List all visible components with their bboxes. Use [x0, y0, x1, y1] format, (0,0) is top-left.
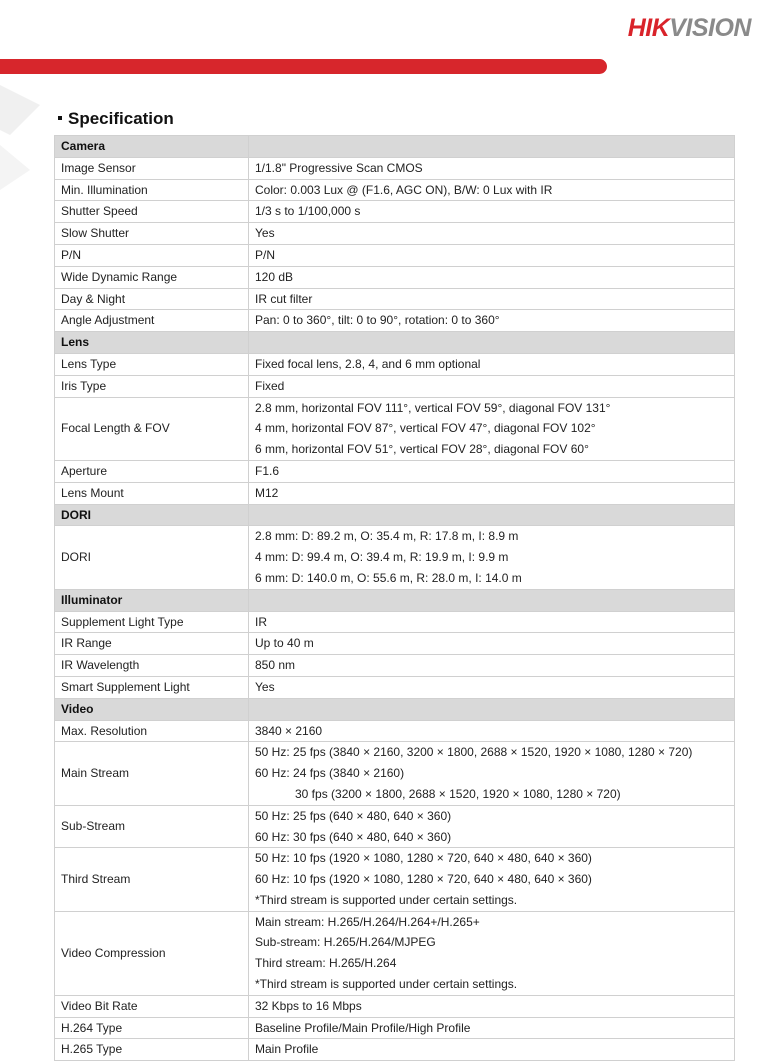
category-spacer [249, 698, 735, 720]
spec-key: Lens Type [55, 353, 249, 375]
spec-value [249, 676, 735, 698]
spec-value-line: 50 Hz: 25 fps (640 × 480, 640 × 360) [255, 808, 452, 823]
spec-row [55, 526, 735, 589]
spec-value-line: IR [255, 614, 267, 629]
spec-row [55, 310, 735, 332]
spec-value-line: Main stream: H.265/H.264/H.264+/H.265+ [255, 914, 480, 929]
spec-value [249, 244, 735, 266]
spec-value-line: Up to 40 m [255, 636, 314, 651]
spec-value [249, 266, 735, 288]
spec-row [55, 911, 735, 995]
spec-value-line: 50 Hz: 25 fps (3840 × 2160, 3200 × 1800, 2688 × 1520, 1920 × 1080, 1280 × 720) [255, 745, 693, 760]
category-row [55, 136, 735, 158]
square-bullet-icon [58, 116, 62, 120]
category-row [55, 589, 735, 611]
spec-row [55, 157, 735, 179]
section-title [58, 108, 174, 130]
spec-row [55, 460, 735, 482]
spec-value-line: 850 nm [255, 658, 296, 673]
spec-value-line: Main Profile [255, 1042, 319, 1057]
category-row [55, 332, 735, 354]
spec-value-line: 3840 × 2160 [255, 723, 323, 738]
category-label: Camera [55, 136, 249, 158]
spec-row [55, 353, 735, 375]
spec-row [55, 1039, 735, 1061]
spec-value [249, 157, 735, 179]
spec-key: Slow Shutter [55, 223, 249, 245]
spec-value-line: Yes [255, 679, 275, 694]
spec-key: Aperture [55, 460, 249, 482]
spec-value-line: Pan: 0 to 360°, tilt: 0 to 90°, rotation: 0 to 360° [255, 313, 500, 328]
spec-row [55, 742, 735, 805]
spec-value-line: 2.8 mm, horizontal FOV 111°, vertical FOV 59°, diagonal FOV 131° [255, 400, 611, 415]
spec-key: Smart Supplement Light [55, 676, 249, 698]
spec-key: Supplement Light Type [55, 611, 249, 633]
spec-row [55, 266, 735, 288]
spec-value [249, 742, 735, 805]
spec-value-line: 60 Hz: 24 fps (3840 × 2160) [255, 766, 405, 781]
category-spacer [249, 589, 735, 611]
spec-value [249, 375, 735, 397]
spec-row [55, 375, 735, 397]
spec-row [55, 848, 735, 911]
spec-row [55, 720, 735, 742]
spec-key: H.265 Type [55, 1039, 249, 1061]
spec-value [249, 911, 735, 995]
spec-key: Angle Adjustment [55, 310, 249, 332]
spec-key: Wide Dynamic Range [55, 266, 249, 288]
spec-value [249, 526, 735, 589]
category-row [55, 504, 735, 526]
spec-row [55, 244, 735, 266]
spec-value [249, 397, 735, 460]
spec-row [55, 223, 735, 245]
spec-value [249, 353, 735, 375]
category-label: DORI [55, 504, 249, 526]
spec-row [55, 288, 735, 310]
spec-key: Sub-Stream [55, 805, 249, 848]
spec-value [249, 201, 735, 223]
spec-key: Min. Illumination [55, 179, 249, 201]
category-spacer [249, 504, 735, 526]
spec-value-line: 50 Hz: 10 fps (1920 × 1080, 1280 × 720, 640 × 480, 640 × 360) [255, 851, 592, 866]
spec-value-line: 6 mm: D: 140.0 m, O: 55.6 m, R: 28.0 m, I: 14.0 m [255, 570, 522, 585]
spec-value-line: *Third stream is supported under certain settings. [255, 977, 518, 992]
spec-key: Image Sensor [55, 157, 249, 179]
spec-value [249, 611, 735, 633]
spec-value-line: IR cut filter [255, 291, 313, 306]
spec-key: IR Range [55, 633, 249, 655]
spec-value [249, 310, 735, 332]
spec-key: Third Stream [55, 848, 249, 911]
spec-value-line: 1/3 s to 1/100,000 s [255, 204, 361, 219]
logo-text-vision: VISION [669, 14, 751, 42]
spec-row [55, 995, 735, 1017]
header-red-bar [0, 59, 607, 74]
spec-value-line: Third stream: H.265/H.264 [255, 956, 397, 971]
brand-logo [628, 13, 751, 43]
spec-row [55, 611, 735, 633]
category-label: Video [55, 698, 249, 720]
spec-row [55, 805, 735, 848]
spec-value-line: F1.6 [255, 463, 280, 478]
logo-text-hik: HIK [627, 14, 670, 42]
spec-value-line: Fixed focal lens, 2.8, 4, and 6 mm optional [255, 356, 481, 371]
spec-row [55, 482, 735, 504]
spec-key: Focal Length & FOV [55, 397, 249, 460]
spec-value [249, 1017, 735, 1039]
spec-key: Main Stream [55, 742, 249, 805]
spec-key: IR Wavelength [55, 655, 249, 677]
spec-value-line: 1/1.8" Progressive Scan CMOS [255, 160, 423, 175]
spec-value-line: 32 Kbps to 16 Mbps [255, 998, 362, 1013]
spec-value-line: 2.8 mm: D: 89.2 m, O: 35.4 m, R: 17.8 m, I: 8.9 m [255, 529, 519, 544]
category-spacer [249, 136, 735, 158]
spec-value-line: 6 mm, horizontal FOV 51°, vertical FOV 28°, diagonal FOV 60° [255, 442, 589, 457]
spec-value [249, 720, 735, 742]
spec-row [55, 179, 735, 201]
spec-value [249, 995, 735, 1017]
spec-value-line: M12 [255, 485, 279, 500]
spec-value [249, 288, 735, 310]
spec-value [249, 633, 735, 655]
spec-value-line: 30 fps (3200 × 1800, 2688 × 1520, 1920 × 1080, 1280 × 720) [295, 786, 621, 801]
spec-key: Max. Resolution [55, 720, 249, 742]
spec-value [249, 848, 735, 911]
spec-value [249, 223, 735, 245]
spec-value [249, 482, 735, 504]
spec-value-line: 4 mm, horizontal FOV 87°, vertical FOV 47°, diagonal FOV 102° [255, 421, 596, 436]
spec-value [249, 460, 735, 482]
spec-value-line: Baseline Profile/Main Profile/High Profile [255, 1020, 471, 1035]
spec-key: H.264 Type [55, 1017, 249, 1039]
spec-row [55, 397, 735, 460]
spec-value-line: Fixed [255, 378, 285, 393]
spec-key: Day & Night [55, 288, 249, 310]
section-title-text: Specification [68, 109, 174, 128]
spec-value-line: P/N [255, 247, 276, 262]
category-spacer [249, 332, 735, 354]
spec-value-line: *Third stream is supported under certain settings. [255, 892, 518, 907]
background-watermark-shape [0, 75, 60, 195]
spec-key: Shutter Speed [55, 201, 249, 223]
spec-value-line: Color: 0.003 Lux @ (F1.6, AGC ON), B/W: 0 Lux with IR [255, 182, 553, 197]
category-row [55, 698, 735, 720]
spec-row [55, 633, 735, 655]
spec-key: DORI [55, 526, 249, 589]
spec-key: P/N [55, 244, 249, 266]
spec-value [249, 1039, 735, 1061]
spec-key: Iris Type [55, 375, 249, 397]
spec-value-line: 60 Hz: 30 fps (640 × 480, 640 × 360) [255, 829, 452, 844]
spec-key: Lens Mount [55, 482, 249, 504]
spec-key: Video Compression [55, 911, 249, 995]
spec-row [55, 201, 735, 223]
spec-row [55, 655, 735, 677]
spec-value [249, 805, 735, 848]
spec-value-line: 60 Hz: 10 fps (1920 × 1080, 1280 × 720, 640 × 480, 640 × 360) [255, 872, 592, 887]
spec-value [249, 655, 735, 677]
spec-value-line: Sub-stream: H.265/H.264/MJPEG [255, 935, 436, 950]
spec-value-line: 4 mm: D: 99.4 m, O: 39.4 m, R: 19.9 m, I: 9.9 m [255, 550, 509, 565]
spec-row [55, 676, 735, 698]
category-label: Lens [55, 332, 249, 354]
spec-value [249, 179, 735, 201]
spec-row [55, 1017, 735, 1039]
specification-table [54, 135, 735, 1061]
spec-key: Video Bit Rate [55, 995, 249, 1017]
spec-value-line: 120 dB [255, 269, 294, 284]
category-label: Illuminator [55, 589, 249, 611]
spec-value-line: Yes [255, 226, 275, 241]
